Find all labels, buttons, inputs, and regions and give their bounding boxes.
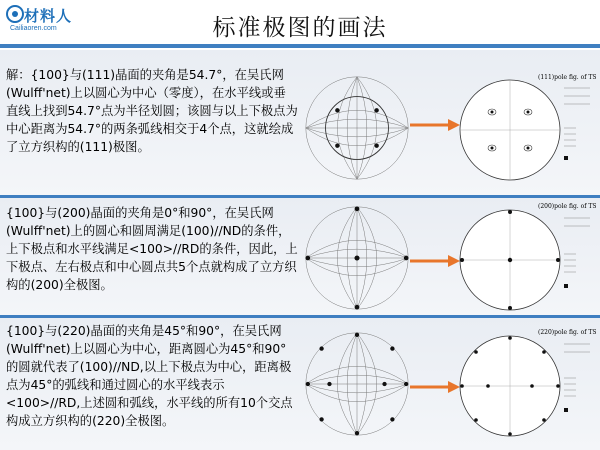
section-200 [0, 198, 600, 318]
section-text: {100}与(220)晶面的夹角是45°和90°，在吴氏网(Wulff'net)上以圆心为中心，距离圆心为45°和90°的圆就代表了(100)//ND,以上下极点为中心，距离极点为45°的弧线和通过圆心的水平线表示<100>//RD,上述圆和弧线，水平线的所有10个交点构成立方织构的(220)全极图。 [6, 324, 293, 428]
logo-domain: Cailiaoren.com [10, 25, 57, 32]
section-111 [0, 50, 600, 198]
arrow-right-icon [410, 254, 460, 268]
pole-figure-title: (200)pole fig. of TS [538, 203, 596, 210]
wulff-net-icon [298, 72, 416, 184]
arrow-right-icon [410, 118, 460, 132]
arrow-right-icon [410, 380, 460, 394]
pole-figure-title: (111)pole fig. of TS [538, 74, 596, 81]
wulff-net-icon [298, 202, 416, 314]
section-220 [0, 318, 600, 450]
title-rule [0, 44, 600, 48]
pole-figure-title: (220)pole fig. of TS [538, 329, 596, 336]
section-text: 解：{100}与(111)晶面的夹角是54.7°，在吴氏网(Wulff'net)上以圆心为中心（零度），在水平线或垂直线上找到54.7°点为半径划圆；该圆与以上下极点为中心距离为54.7°的两条弧线相交于4个点，这就绘成了立方织构的(111)极图。 [6, 68, 298, 154]
page-title: 标准极图的画法 [212, 15, 388, 41]
pole-figure-icon [456, 68, 596, 186]
logo-brand: 材料人 [24, 7, 73, 25]
wulff-net-icon [298, 328, 416, 440]
section-text: {100}与(200)晶面的夹角是0°和90°，在吴氏网(Wulff'net)上的圆心和圆周满足(100)//ND的条件，上下极点和水平线满足<100>//RD的条件，因此，上下极点、左右极点和中心圆点共5个点就构成了立方织构的(200)全极图。 [6, 206, 298, 292]
pole-figure-icon [456, 324, 596, 442]
pole-figure-icon [456, 198, 596, 316]
